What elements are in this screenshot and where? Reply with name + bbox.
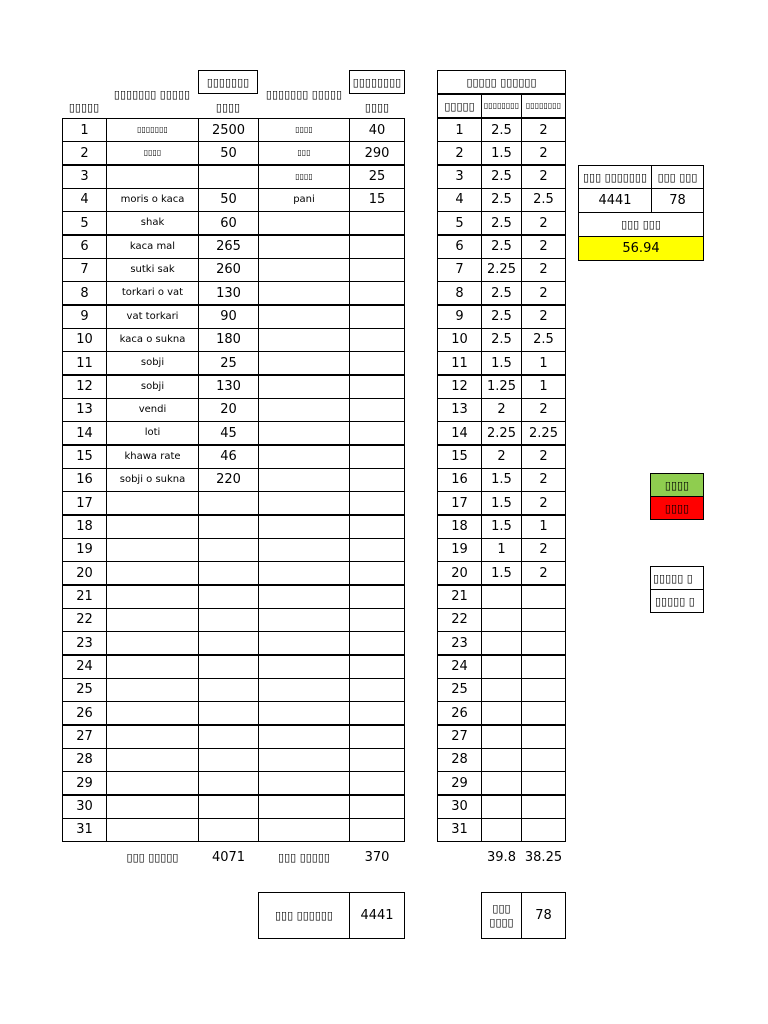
cell-col1 — [481, 771, 522, 795]
cell-amount2 — [349, 701, 405, 725]
cell-serial: 18 — [62, 515, 107, 539]
cell-item2 — [258, 701, 350, 725]
cell-amount2 — [349, 678, 405, 702]
cell-serial: 24 — [62, 655, 107, 679]
cell-serial: 4 — [437, 188, 482, 212]
cell-item1 — [106, 771, 199, 795]
cell-amount1: 130 — [198, 281, 259, 305]
cell-item1: shak — [106, 211, 199, 235]
cell-col2 — [521, 818, 566, 842]
cell-col1: 2.5 — [481, 211, 522, 235]
cell-amount1: 265 — [198, 235, 259, 259]
cell-item1: ▯▯▯▯▯▯▯ — [106, 118, 199, 142]
cell-item2 — [258, 538, 350, 562]
cell-col1 — [481, 725, 522, 749]
cell-serial: 29 — [437, 771, 482, 795]
cell-item1: kaca o sukna — [106, 328, 199, 352]
total-col1: 39.8 — [487, 849, 516, 865]
cell-serial: 5 — [437, 211, 482, 235]
cell-item2 — [258, 725, 350, 749]
cell-amount1: 260 — [198, 258, 259, 282]
cell-item2: ▯▯▯ — [258, 141, 350, 165]
cell-serial: 4 — [62, 188, 107, 212]
cell-col1: 2.5 — [481, 118, 522, 142]
cell-item1 — [106, 585, 199, 609]
cell-serial: 20 — [437, 561, 482, 585]
cell-serial: 26 — [437, 701, 482, 725]
cell-serial: 31 — [62, 818, 107, 842]
grand-meal-label — [481, 892, 522, 939]
grand-total-label: ▯▯▯ ▯▯▯▯▯▯ — [258, 892, 350, 939]
cell-amount1: 50 — [198, 188, 259, 212]
cell-col2: 2 — [521, 118, 566, 142]
cell-amount1 — [198, 538, 259, 562]
cell-serial: 6 — [437, 235, 482, 259]
rate-label: ▯▯▯ ▯▯▯ — [578, 212, 704, 237]
cell-amount1: 45 — [198, 421, 259, 445]
cell-item2 — [258, 328, 350, 352]
cell-serial: 22 — [62, 608, 107, 632]
cell-col1 — [481, 678, 522, 702]
cell-amount2 — [349, 445, 405, 469]
cell-col1: 2.5 — [481, 305, 522, 329]
cell-serial: 21 — [62, 585, 107, 609]
summary-header-right: ▯▯▯ ▯▯▯ — [651, 165, 704, 189]
header-amount1-top: ▯▯▯▯▯▯▯ — [198, 70, 258, 94]
cell-amount2 — [349, 281, 405, 305]
cell-item1 — [106, 491, 199, 515]
legend-green: ▯▯▯▯ — [650, 473, 704, 497]
cell-item2 — [258, 421, 350, 445]
cell-serial: 8 — [62, 281, 107, 305]
cell-amount1 — [198, 701, 259, 725]
cell-serial: 3 — [437, 165, 482, 189]
cell-amount2 — [349, 258, 405, 282]
cell-item1: sutki sak — [106, 258, 199, 282]
cell-serial: 15 — [62, 445, 107, 469]
cell-col1: 2.5 — [481, 188, 522, 212]
cell-serial: 15 — [437, 445, 482, 469]
cell-serial: 21 — [437, 585, 482, 609]
cell-item2 — [258, 608, 350, 632]
cell-item1 — [106, 701, 199, 725]
cell-col1: 1 — [481, 538, 522, 562]
cell-amount2 — [349, 655, 405, 679]
cell-item1 — [106, 538, 199, 562]
cell-item1 — [106, 818, 199, 842]
cell-item2 — [258, 468, 350, 492]
cell-serial: 14 — [437, 421, 482, 445]
cell-serial: 6 — [62, 235, 107, 259]
header-col1: ▯▯▯▯▯▯▯▯ — [481, 94, 522, 118]
cell-item1 — [106, 561, 199, 585]
cell-item2 — [258, 351, 350, 375]
cell-item2 — [258, 211, 350, 235]
cell-col1 — [481, 631, 522, 655]
cell-amount1: 130 — [198, 375, 259, 399]
cell-col2: 2.25 — [521, 421, 566, 445]
cell-col2: 2 — [521, 468, 566, 492]
cell-col2: 2 — [521, 398, 566, 422]
cell-item2 — [258, 281, 350, 305]
cell-col2 — [521, 701, 566, 725]
header-serial: ▯▯▯▯▯ — [437, 94, 482, 118]
cell-amount1: 46 — [198, 445, 259, 469]
cell-amount1 — [198, 725, 259, 749]
cell-item1: ▯▯▯▯ — [106, 141, 199, 165]
cell-item2 — [258, 748, 350, 772]
cell-col1: 2 — [481, 445, 522, 469]
cell-col2: 2 — [521, 538, 566, 562]
cell-serial: 5 — [62, 211, 107, 235]
cell-col2 — [521, 771, 566, 795]
cell-amount1: 180 — [198, 328, 259, 352]
cell-serial: 17 — [437, 491, 482, 515]
cell-col1: 1.25 — [481, 375, 522, 399]
cell-col2 — [521, 678, 566, 702]
cell-serial: 14 — [62, 421, 107, 445]
cell-col2 — [521, 608, 566, 632]
cell-serial: 30 — [437, 795, 482, 819]
cell-amount2 — [349, 235, 405, 259]
cell-amount2 — [349, 795, 405, 819]
cell-amount2: 290 — [349, 141, 405, 165]
cell-col1: 2.5 — [481, 281, 522, 305]
cell-amount1: 50 — [198, 141, 259, 165]
cell-item1: sobji — [106, 351, 199, 375]
cell-item2 — [258, 631, 350, 655]
cell-serial: 12 — [62, 375, 107, 399]
total2-label: ▯▯▯ ▯▯▯▯▯ — [278, 850, 330, 864]
cell-col2: 1 — [521, 515, 566, 539]
cell-col1: 1.5 — [481, 351, 522, 375]
note-line1: ▯▯▯▯▯ ▯ — [650, 566, 704, 590]
summary-value-right: 78 — [651, 188, 704, 213]
cell-item2 — [258, 491, 350, 515]
cell-amount2 — [349, 421, 405, 445]
total1-value: 4071 — [211, 849, 246, 865]
cell-serial: 23 — [62, 631, 107, 655]
cell-serial: 10 — [437, 328, 482, 352]
cell-serial: 13 — [437, 398, 482, 422]
cell-col1 — [481, 608, 522, 632]
header-amount2-top: ▯▯▯▯▯▯▯▯ — [349, 70, 405, 94]
cell-amount1: 220 — [198, 468, 259, 492]
cell-item2 — [258, 585, 350, 609]
cell-serial: 12 — [437, 375, 482, 399]
cell-amount1 — [198, 771, 259, 795]
cell-serial: 7 — [62, 258, 107, 282]
cell-col1: 1.5 — [481, 491, 522, 515]
cell-amount1: 2500 — [198, 118, 259, 142]
cell-serial: 28 — [62, 748, 107, 772]
cell-col1: 1.5 — [481, 515, 522, 539]
cell-col1: 2 — [481, 398, 522, 422]
cell-col2 — [521, 795, 566, 819]
cell-col2: 2 — [521, 258, 566, 282]
cell-col2 — [521, 585, 566, 609]
cell-col1 — [481, 701, 522, 725]
cell-item2 — [258, 655, 350, 679]
cell-serial: 11 — [62, 351, 107, 375]
cell-amount2: 40 — [349, 118, 405, 142]
cell-serial: 25 — [62, 678, 107, 702]
cell-amount1 — [198, 631, 259, 655]
cell-col1: 1.5 — [481, 141, 522, 165]
cell-serial: 24 — [437, 655, 482, 679]
header-group: ▯▯▯▯▯ ▯▯▯▯▯▯ — [437, 70, 566, 94]
cell-serial: 19 — [437, 538, 482, 562]
cell-col1 — [481, 585, 522, 609]
cell-col2: 2 — [521, 491, 566, 515]
cell-serial: 22 — [437, 608, 482, 632]
cell-item2: ▯▯▯▯ — [258, 118, 350, 142]
cell-col1: 2.25 — [481, 421, 522, 445]
grand-meal-label-line1: ▯▯▯ — [492, 901, 511, 915]
cell-amount2 — [349, 328, 405, 352]
cell-item2 — [258, 398, 350, 422]
cell-amount2: 25 — [349, 165, 405, 189]
cell-amount1 — [198, 491, 259, 515]
cell-serial: 1 — [437, 118, 482, 142]
cell-item1 — [106, 608, 199, 632]
cell-item1: sobji o sukna — [106, 468, 199, 492]
cell-item2 — [258, 235, 350, 259]
cell-serial: 31 — [437, 818, 482, 842]
cell-amount2 — [349, 561, 405, 585]
cell-item1 — [106, 678, 199, 702]
cell-serial: 11 — [437, 351, 482, 375]
cell-serial: 23 — [437, 631, 482, 655]
cell-serial: 3 — [62, 165, 107, 189]
cell-item1: torkari o vat — [106, 281, 199, 305]
cell-amount2 — [349, 631, 405, 655]
cell-amount2 — [349, 211, 405, 235]
cell-item2 — [258, 795, 350, 819]
cell-serial: 26 — [62, 701, 107, 725]
cell-serial: 10 — [62, 328, 107, 352]
cell-col2: 2 — [521, 235, 566, 259]
cell-item1 — [106, 748, 199, 772]
grand-meal-label-line2: ▯▯▯▯ — [489, 915, 514, 929]
cell-serial: 13 — [62, 398, 107, 422]
cell-col2: 2 — [521, 165, 566, 189]
cell-amount2 — [349, 725, 405, 749]
cell-serial: 16 — [62, 468, 107, 492]
cell-item2 — [258, 445, 350, 469]
total2-value: 370 — [364, 849, 390, 865]
cell-amount2 — [349, 468, 405, 492]
cell-item2 — [258, 818, 350, 842]
cell-col1: 2.5 — [481, 165, 522, 189]
summary-value-left: 4441 — [578, 188, 652, 213]
summary-header-left: ▯▯▯ ▯▯▯▯▯▯▯ — [578, 165, 652, 189]
cell-serial: 27 — [437, 725, 482, 749]
cell-serial: 25 — [437, 678, 482, 702]
rate-value: 56.94 — [578, 236, 704, 261]
cell-col2 — [521, 655, 566, 679]
cell-amount2 — [349, 818, 405, 842]
cell-serial: 2 — [62, 141, 107, 165]
cell-col1 — [481, 795, 522, 819]
cell-item1 — [106, 165, 199, 189]
cell-col1: 2.5 — [481, 328, 522, 352]
cell-serial: 17 — [62, 491, 107, 515]
cell-item2 — [258, 258, 350, 282]
cell-col2 — [521, 631, 566, 655]
cell-item1: vat torkari — [106, 305, 199, 329]
cell-amount2: 15 — [349, 188, 405, 212]
cell-item1 — [106, 725, 199, 749]
cell-item1 — [106, 631, 199, 655]
header-amount2-bottom: ▯▯▯▯ — [364, 100, 390, 114]
total1-label: ▯▯▯ ▯▯▯▯▯ — [126, 850, 179, 864]
cell-col2: 1 — [521, 375, 566, 399]
cell-amount2 — [349, 608, 405, 632]
cell-item1: loti — [106, 421, 199, 445]
cell-col2: 2 — [521, 305, 566, 329]
cell-item2: pani — [258, 188, 350, 212]
cell-col2: 2.5 — [521, 188, 566, 212]
cell-amount2 — [349, 771, 405, 795]
cell-col1 — [481, 655, 522, 679]
cell-col2: 1 — [521, 351, 566, 375]
cell-col2: 2 — [521, 141, 566, 165]
cell-item2 — [258, 771, 350, 795]
cell-amount2 — [349, 398, 405, 422]
grand-meal-value: 78 — [521, 892, 566, 939]
header-amount1-bottom: ▯▯▯▯ — [215, 100, 241, 114]
cell-serial: 8 — [437, 281, 482, 305]
cell-amount2 — [349, 491, 405, 515]
cell-serial: 16 — [437, 468, 482, 492]
cell-amount2 — [349, 351, 405, 375]
cell-item2 — [258, 375, 350, 399]
cell-col1: 1.5 — [481, 468, 522, 492]
cell-amount1 — [198, 818, 259, 842]
cell-amount1: 25 — [198, 351, 259, 375]
cell-amount1: 60 — [198, 211, 259, 235]
cell-item1: vendi — [106, 398, 199, 422]
cell-serial: 2 — [437, 141, 482, 165]
cell-item1 — [106, 795, 199, 819]
cell-amount1: 90 — [198, 305, 259, 329]
header-col2: ▯▯▯▯▯▯▯▯ — [521, 94, 566, 118]
cell-col1 — [481, 748, 522, 772]
cell-serial: 1 — [62, 118, 107, 142]
cell-col2: 2 — [521, 211, 566, 235]
cell-col1: 1.5 — [481, 561, 522, 585]
cell-serial: 28 — [437, 748, 482, 772]
cell-item1: kaca mal — [106, 235, 199, 259]
total-col2: 38.25 — [524, 849, 563, 865]
cell-amount2 — [349, 305, 405, 329]
cell-col1: 2.25 — [481, 258, 522, 282]
cell-item1: khawa rate — [106, 445, 199, 469]
cell-amount1 — [198, 608, 259, 632]
header-serial: ▯▯▯▯▯ — [68, 100, 100, 114]
cell-amount2 — [349, 748, 405, 772]
cell-col2: 2.5 — [521, 328, 566, 352]
cell-serial: 7 — [437, 258, 482, 282]
cell-item2 — [258, 305, 350, 329]
cell-item1 — [106, 515, 199, 539]
grand-total-value: 4441 — [349, 892, 405, 939]
cell-amount1 — [198, 585, 259, 609]
header-item2: ▯▯▯▯▯▯▯ ▯▯▯▯▯ — [265, 87, 343, 101]
cell-amount1: 20 — [198, 398, 259, 422]
cell-amount1 — [198, 655, 259, 679]
header-item1: ▯▯▯▯▯▯▯ ▯▯▯▯▯ — [113, 87, 191, 101]
cell-serial: 19 — [62, 538, 107, 562]
cell-col2: 2 — [521, 445, 566, 469]
cell-amount2 — [349, 515, 405, 539]
cell-amount2 — [349, 375, 405, 399]
legend-red: ▯▯▯▯ — [650, 496, 704, 520]
cell-amount1 — [198, 748, 259, 772]
cell-amount1 — [198, 678, 259, 702]
note-line2: ▯▯▯▯▯ ▯ — [650, 589, 704, 613]
cell-amount1 — [198, 795, 259, 819]
cell-amount2 — [349, 538, 405, 562]
cell-amount1 — [198, 515, 259, 539]
cell-col2 — [521, 725, 566, 749]
cell-serial: 27 — [62, 725, 107, 749]
cell-col2: 2 — [521, 281, 566, 305]
cell-serial: 30 — [62, 795, 107, 819]
cell-col1 — [481, 818, 522, 842]
cell-serial: 29 — [62, 771, 107, 795]
cell-item2: ▯▯▯▯ — [258, 165, 350, 189]
cell-col1: 2.5 — [481, 235, 522, 259]
cell-serial: 9 — [437, 305, 482, 329]
cell-item1: sobji — [106, 375, 199, 399]
cell-serial: 9 — [62, 305, 107, 329]
cell-serial: 18 — [437, 515, 482, 539]
cell-col2: 2 — [521, 561, 566, 585]
cell-amount1 — [198, 561, 259, 585]
cell-item1 — [106, 655, 199, 679]
cell-amount1 — [198, 165, 259, 189]
cell-col2 — [521, 748, 566, 772]
cell-item2 — [258, 678, 350, 702]
cell-serial: 20 — [62, 561, 107, 585]
cell-item1: moris o kaca — [106, 188, 199, 212]
cell-item2 — [258, 561, 350, 585]
cell-item2 — [258, 515, 350, 539]
cell-amount2 — [349, 585, 405, 609]
